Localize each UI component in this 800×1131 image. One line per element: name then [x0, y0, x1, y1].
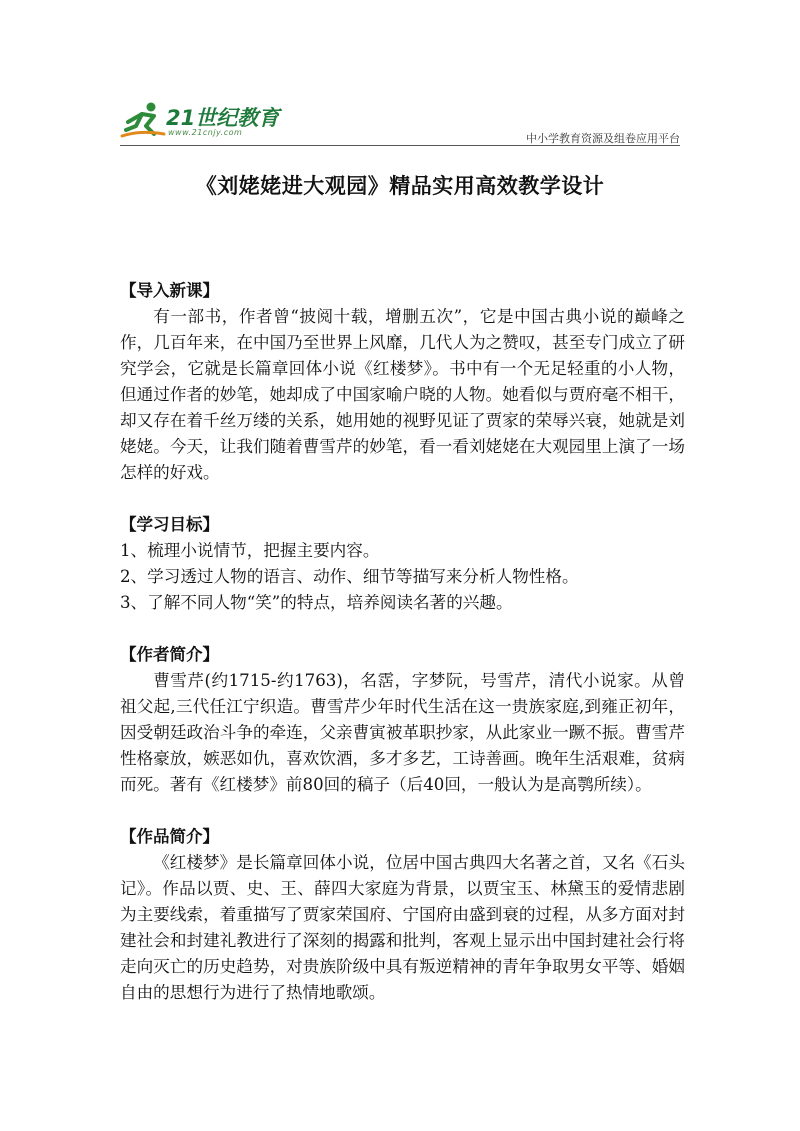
- goal-item: 1、梳理小说情节，把握主要内容。: [120, 541, 380, 560]
- runner-logo-icon: [120, 100, 168, 140]
- document-title: 《刘姥姥进大观园》精品实用高效教学设计: [195, 174, 605, 198]
- section-heading-intro: 【导入新课】: [120, 281, 219, 300]
- goal-item: 3、了解不同人物“笑”的特点，培养阅读名著的兴趣。: [120, 593, 513, 612]
- spacer: [120, 486, 685, 512]
- document-body: [120, 278, 685, 1006]
- page-header: [120, 98, 680, 148]
- section-heading-author: 【作者简介】: [120, 645, 219, 664]
- spacer: [120, 616, 685, 642]
- author-paragraph: 曹雪芹(约1715-约1763)，名霑，字梦阮，号雪芹，清代小说家。从曾祖父起,三代任江宁织造。曹雪芹少年时代生活在这一贵族家庭,到雍正初年，因受朝廷政治斗争的牵连，父亲曹寅被革职抄家，从此家业一蹶不振。曹雪芹性格豪放，嫉恶如仇，喜欢饮酒，多才多艺，工诗善画。晚年生活艰难，贫病而死。著有《红楼梦》前80回的稿子（后40回，一般认为是高鹗所续）。: [120, 671, 685, 794]
- logo-text: 21世纪教育: [166, 106, 280, 130]
- spacer: [120, 798, 685, 824]
- section-heading-goals: 【学习目标】: [120, 515, 219, 534]
- brand-logo: [120, 98, 310, 144]
- intro-paragraph: 有一部书，作者曾“披阅十载，增删五次”，它是中国古典小说的巅峰之作，几百年来，在中国乃至世界上风靡，几代人为之赞叹，甚至专门成立了研究学会，它就是长篇章回体小说《红楼梦》。书中有一个无足轻重的小人物，但通过作者的妙笔，她却成了中国家喻户晓的人物。她看似与贾府毫不相干，却又存在着千丝万缕的关系，她用她的视野见证了贾家的荣辱兴衰，她就是刘姥姥。今天，让我们随着曹雪芹的妙笔，看一看刘姥姥在大观园里上演了一场怎样的好戏。: [120, 307, 685, 482]
- logo-url: www.21cnjy.com: [168, 128, 243, 137]
- goal-item: 2、学习透过人物的语言、动作、细节等描写来分析人物性格。: [120, 567, 579, 586]
- work-paragraph: 《红楼梦》是长篇章回体小说，位居中国古典四大名著之首，又名《石头记》。作品以贾、史、王、薛四大家庭为背景，以贾宝玉、林黛玉的爱情悲剧为主要线索，着重描写了贾家荣国府、宁国府由盛到衰的过程，从多方面对封建社会和封建礼教进行了深刻的揭露和批判，客观上显示出中国封建社会行将走向灭亡的历史趋势，对贵族阶级中具有叛逆精神的青年争取男女平等、婚姻自由的思想行为进行了热情地歌颂。: [120, 853, 685, 1002]
- section-heading-work: 【作品简介】: [120, 827, 219, 846]
- header-divider: [120, 145, 680, 146]
- platform-tagline: 中小学教育资源及组卷应用平台: [526, 132, 680, 145]
